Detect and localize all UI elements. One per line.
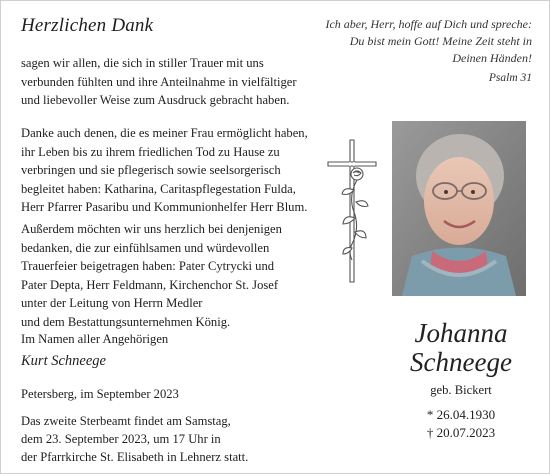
mass-paragraph <box>21 412 331 466</box>
funeral-paragraph <box>21 220 331 332</box>
text-line: Außerdem möchten wir uns herzlich bei denjenigen <box>21 222 282 236</box>
quote-source: Psalm 31 <box>488 72 532 84</box>
thanks-paragraph <box>21 54 331 110</box>
maiden-name: geb. Bickert <box>430 383 492 397</box>
text-line: Herr Pfarrer Pasaribu und Kommunionhelfer Herr Blum. <box>21 200 308 215</box>
portrait-photo <box>392 121 526 296</box>
death-date: † 20.07.2023 <box>426 425 496 440</box>
text-line: unter der Leitung von Herrn Medler <box>21 296 203 311</box>
signer-name: Kurt Schneege <box>21 353 106 369</box>
quote-line: Du bist mein Gott! Meine Zeit steht in <box>349 34 532 48</box>
deceased-last-name: Schneege <box>410 347 512 377</box>
text-line: Trauerfeier beigetragen haben: Pater Cytrycki und <box>21 259 275 274</box>
text-line: der Pfarrkirche St. Elisabeth in Lehnerz statt. <box>21 450 249 464</box>
text-line: ihr Leben bis zu ihrem friedlichen Tod zu Hause zu <box>21 144 280 159</box>
signature-intro: Im Namen aller Angehörigen <box>21 332 169 346</box>
text-line: Das zweite Sterbeamt findet am Samstag, <box>21 414 231 428</box>
care-paragraph <box>21 124 331 217</box>
text-line: Pater Depta, Herr Feldmann, Kirchenchor St. Josef <box>21 277 279 292</box>
quote-line: Deinen Händen! <box>452 51 532 65</box>
text-line: verbringen und sie pflegerisch sowie seelsorgerisch <box>21 163 281 178</box>
text-line: und dem Bestattungsunternehmen König. <box>21 314 231 329</box>
place-date: Petersberg, im September 2023 <box>21 387 179 401</box>
text-line: verbunden fühlten und ihre Anteilnahme in vielfältiger <box>21 74 297 89</box>
cross-with-rose-icon <box>324 138 380 284</box>
text-line: und liebevoller Weise zum Ausdruck gebracht haben. <box>21 93 290 108</box>
deceased-first-name: Johanna <box>414 318 508 348</box>
text-line: bedanken, die zur einfühlsamen und würdevollen <box>21 240 270 255</box>
quote-line: Ich aber, Herr, hoffe auf Dich und spreche: <box>325 17 532 31</box>
text-line: Danke auch denen, die es meiner Frau ermöglicht haben, <box>21 126 308 140</box>
text-line: sagen wir allen, die sich in stiller Trauer mit uns <box>21 56 264 70</box>
birth-date: * 26.04.1930 <box>426 407 496 422</box>
text-line: begleitet haben: Katharina, Caritaspflegestation Fulda, <box>21 181 296 196</box>
text-line: dem 23. September 2023, um 17 Uhr in <box>21 432 221 446</box>
heading: Herzlichen Dank <box>21 15 154 36</box>
